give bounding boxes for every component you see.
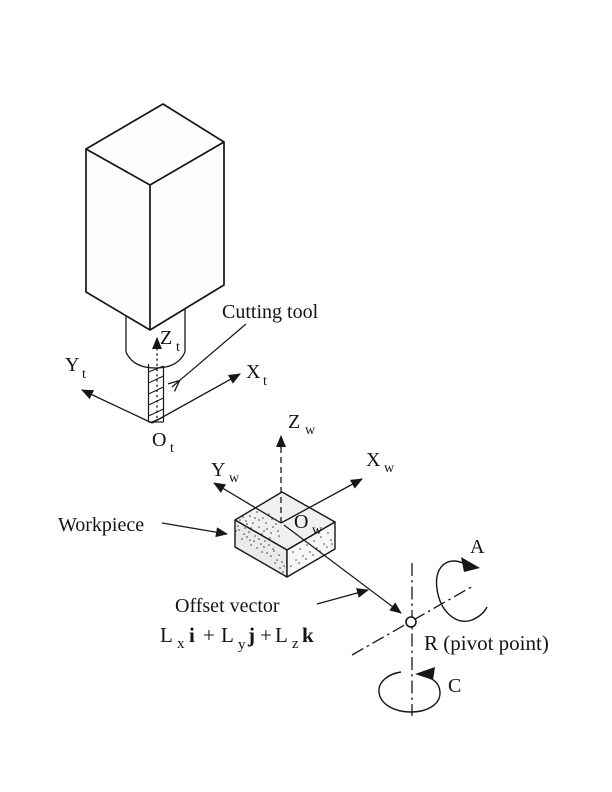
axis-yt	[82, 390, 152, 423]
offset-vector-leader	[317, 590, 368, 604]
offset-vector-label: Offset vector	[175, 595, 280, 617]
label-c-axis: C	[448, 675, 462, 697]
a-rotation-arrow	[437, 557, 487, 621]
pivot-point-label: R (pivot point)	[424, 631, 549, 655]
offset-vector-formula: L x i + L y j + L z k	[160, 623, 314, 653]
spindle-housing	[86, 104, 224, 330]
label-zt: Z t	[160, 327, 180, 355]
cutting-tool-label: Cutting tool	[222, 301, 319, 323]
workpiece-leader	[162, 523, 227, 534]
label-ot: O t	[152, 429, 174, 456]
label-xw: X w	[366, 449, 395, 476]
c-rotation-arrow	[379, 667, 440, 712]
label-ow: O w	[294, 511, 323, 538]
label-xt: X t	[246, 361, 267, 389]
cutting-tool	[149, 364, 164, 422]
pivot-point-marker	[406, 617, 416, 627]
label-a-axis: A	[470, 536, 485, 558]
workpiece-label: Workpiece	[58, 514, 145, 536]
tool-hatching	[149, 366, 164, 422]
label-yt: Y t	[65, 354, 86, 382]
label-zw: Z w	[288, 411, 316, 438]
label-yw: Y w	[211, 459, 240, 486]
axis-xt	[152, 374, 240, 423]
